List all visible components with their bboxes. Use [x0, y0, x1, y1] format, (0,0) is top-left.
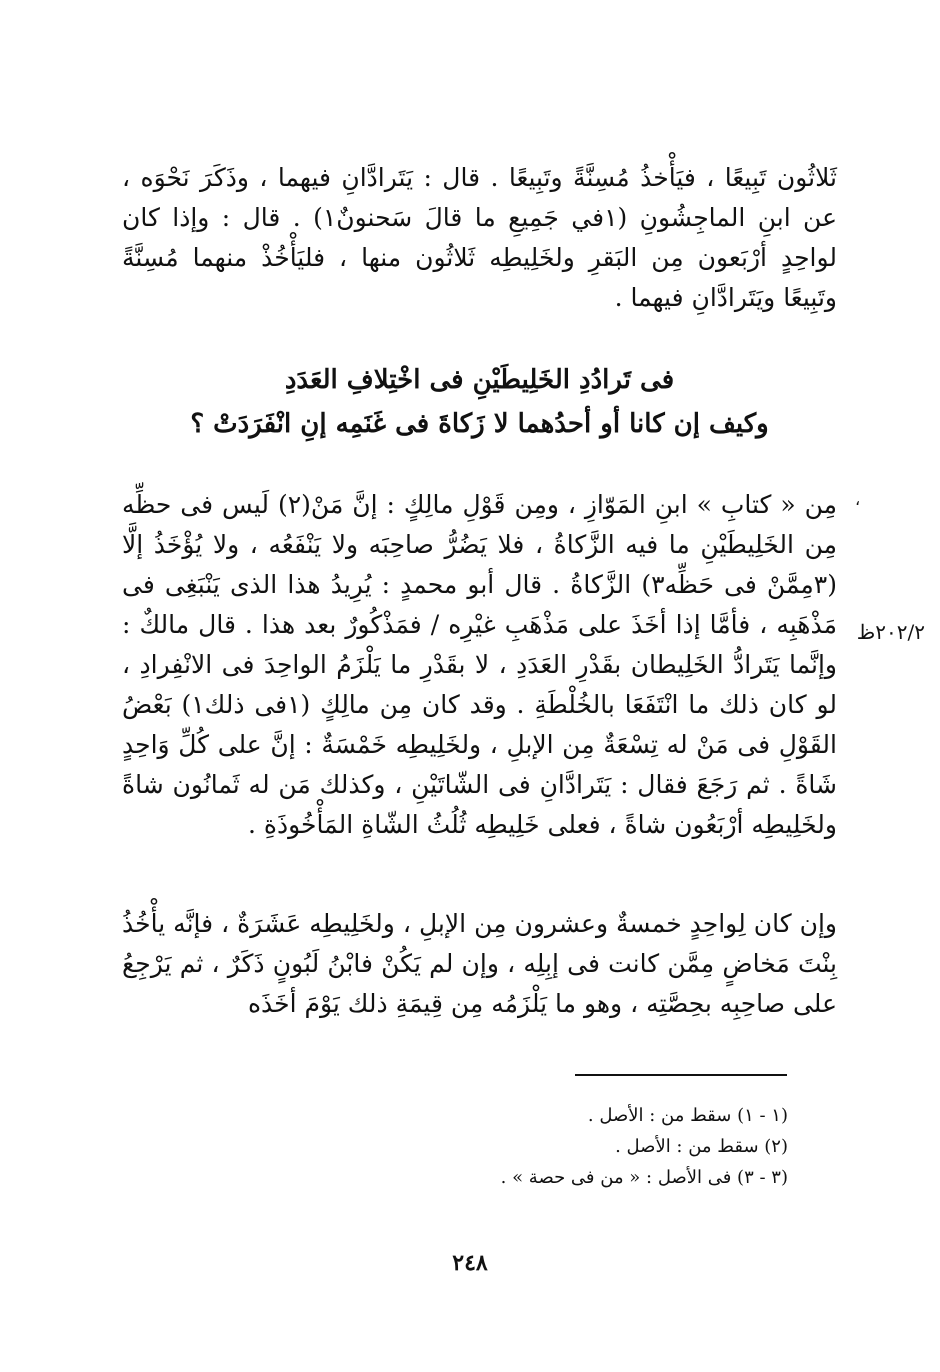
footnote-2: (٢) سقط من : الأصل .	[615, 1136, 788, 1157]
footnote-1: (١ - ١) سقط من : الأصل .	[587, 1105, 788, 1126]
section-heading-line-1: فى تَرادُدِ الخَلِيطَيْنِ فى اخْتِلافِ العَدَدِ	[284, 365, 675, 395]
paragraph-2: مِن « كتابِ » ابنِ المَوّازِ ، ومِن قَوْلِ مالِكٍ : إنَّ مَنْ(٢) لَيس فى حظِّه مِن الخَلِيطَيْنِ ما فيه الزَّكاةُ ، فلا يَضُرُّ صاحِبَه ولا يَنْفَعُه ، ولا يُؤْخَذُ إلَّا (٣مِمَّنْ فى حَظِّه٣) الزَّكاةُ . قال أبو محمدٍ : يُرِيدُ هذا الذى يَنْبَغِى فى مَذْهَبِه ، فأمَّا إذا أخَذَ على مَذْهَبِ غيْرِه / فمَذْكُورٌ بعد هذا . قال مالكٌ : وإنَّما يَتَرادُّ الخَلِيطان بقَدْرِ العَدَدِ ، لا بقَدْرِ ما يَلْزَمُ الواحِدَ فى الانْفِرادِ ، لو كان ذلك ما انْتَفَعَا بالخُلْطَةِ . وقد كان مِن مالِكٍ (١فى ذلك١) بَعْضُ القَوْلِ فى مَنْ له تِسْعَةٌ مِن الإبلِ ، ولخَلِيطِه خَمْسَةٌ : إنَّ على كُلِّ وَاحِدٍ شَاةً . ثم رَجَعَ فقال : يَتَرادَّانِ فى الشّاتَيْنِ ، وكذلك مَن له ثَمانُون شاةً ولخَلِيطِه أرْبَعُون شاةً ، فعلى خَلِيطِه ثُلُثُ الشّاةِ المَأْخُوذَةِ .	[122, 490, 837, 839]
margin-mark: ،	[855, 490, 861, 509]
page-number: ٢٤٨	[452, 1250, 488, 1276]
paragraph-1: ثَلاثُون تَبِيعًا ، فيَأْخذُ مُسِنَّةً وتَبِيعًا . قال : يَتَرادَّانِ فيهما ، وذَكَرَ نَحْوَه ، عن ابنِ الماجِشُونِ (١في جَمِيعِ ما قالَ سَحنونٌ١) . قال : وإذا كان لواحِدٍ أرْبَعون مِن البَقرِ ولخَلِيطِه ثَلاثُون منها ، فليَأْخُذْ منهما مُسِنَّةً وتَبِيعًا ويَتَرادَّانِ فيهما .	[122, 163, 837, 312]
marginal-manuscript-reference: ٢٠٢/٢ظ	[856, 620, 925, 644]
footnote-separator-rule	[575, 1074, 787, 1076]
footnotes	[300, 1100, 788, 1193]
footnote-3: (٣ - ٣) فى الأصل : « من فى حصة » .	[500, 1167, 788, 1188]
paragraph-3: وإن كان لِواحِدٍ خمسةٌ وعشرون مِن الإبلِ ، ولخَلِيطِه عَشَرَةٌ ، فإنَّه يأْخُذُ بِنْتَ مَخاضٍ مِمَّن كانت فى إبِلِه ، وإن لم يَكُنْ فابْنُ لَبُونٍ ذَكَرٌ ، ثم يَرْجِعُ على صاحِبِه بحِصَّتِه ، وهو ما يَلْزَمُه مِن قِيمَةِ ذلك يَوْمَ أخَذَه	[122, 909, 837, 1018]
section-heading-line-2: وكيف إن كانا أو أحدُهما لا زَكاةَ فى غَنَمِه إنِ انْفَرَدَتْ ؟	[190, 409, 769, 439]
